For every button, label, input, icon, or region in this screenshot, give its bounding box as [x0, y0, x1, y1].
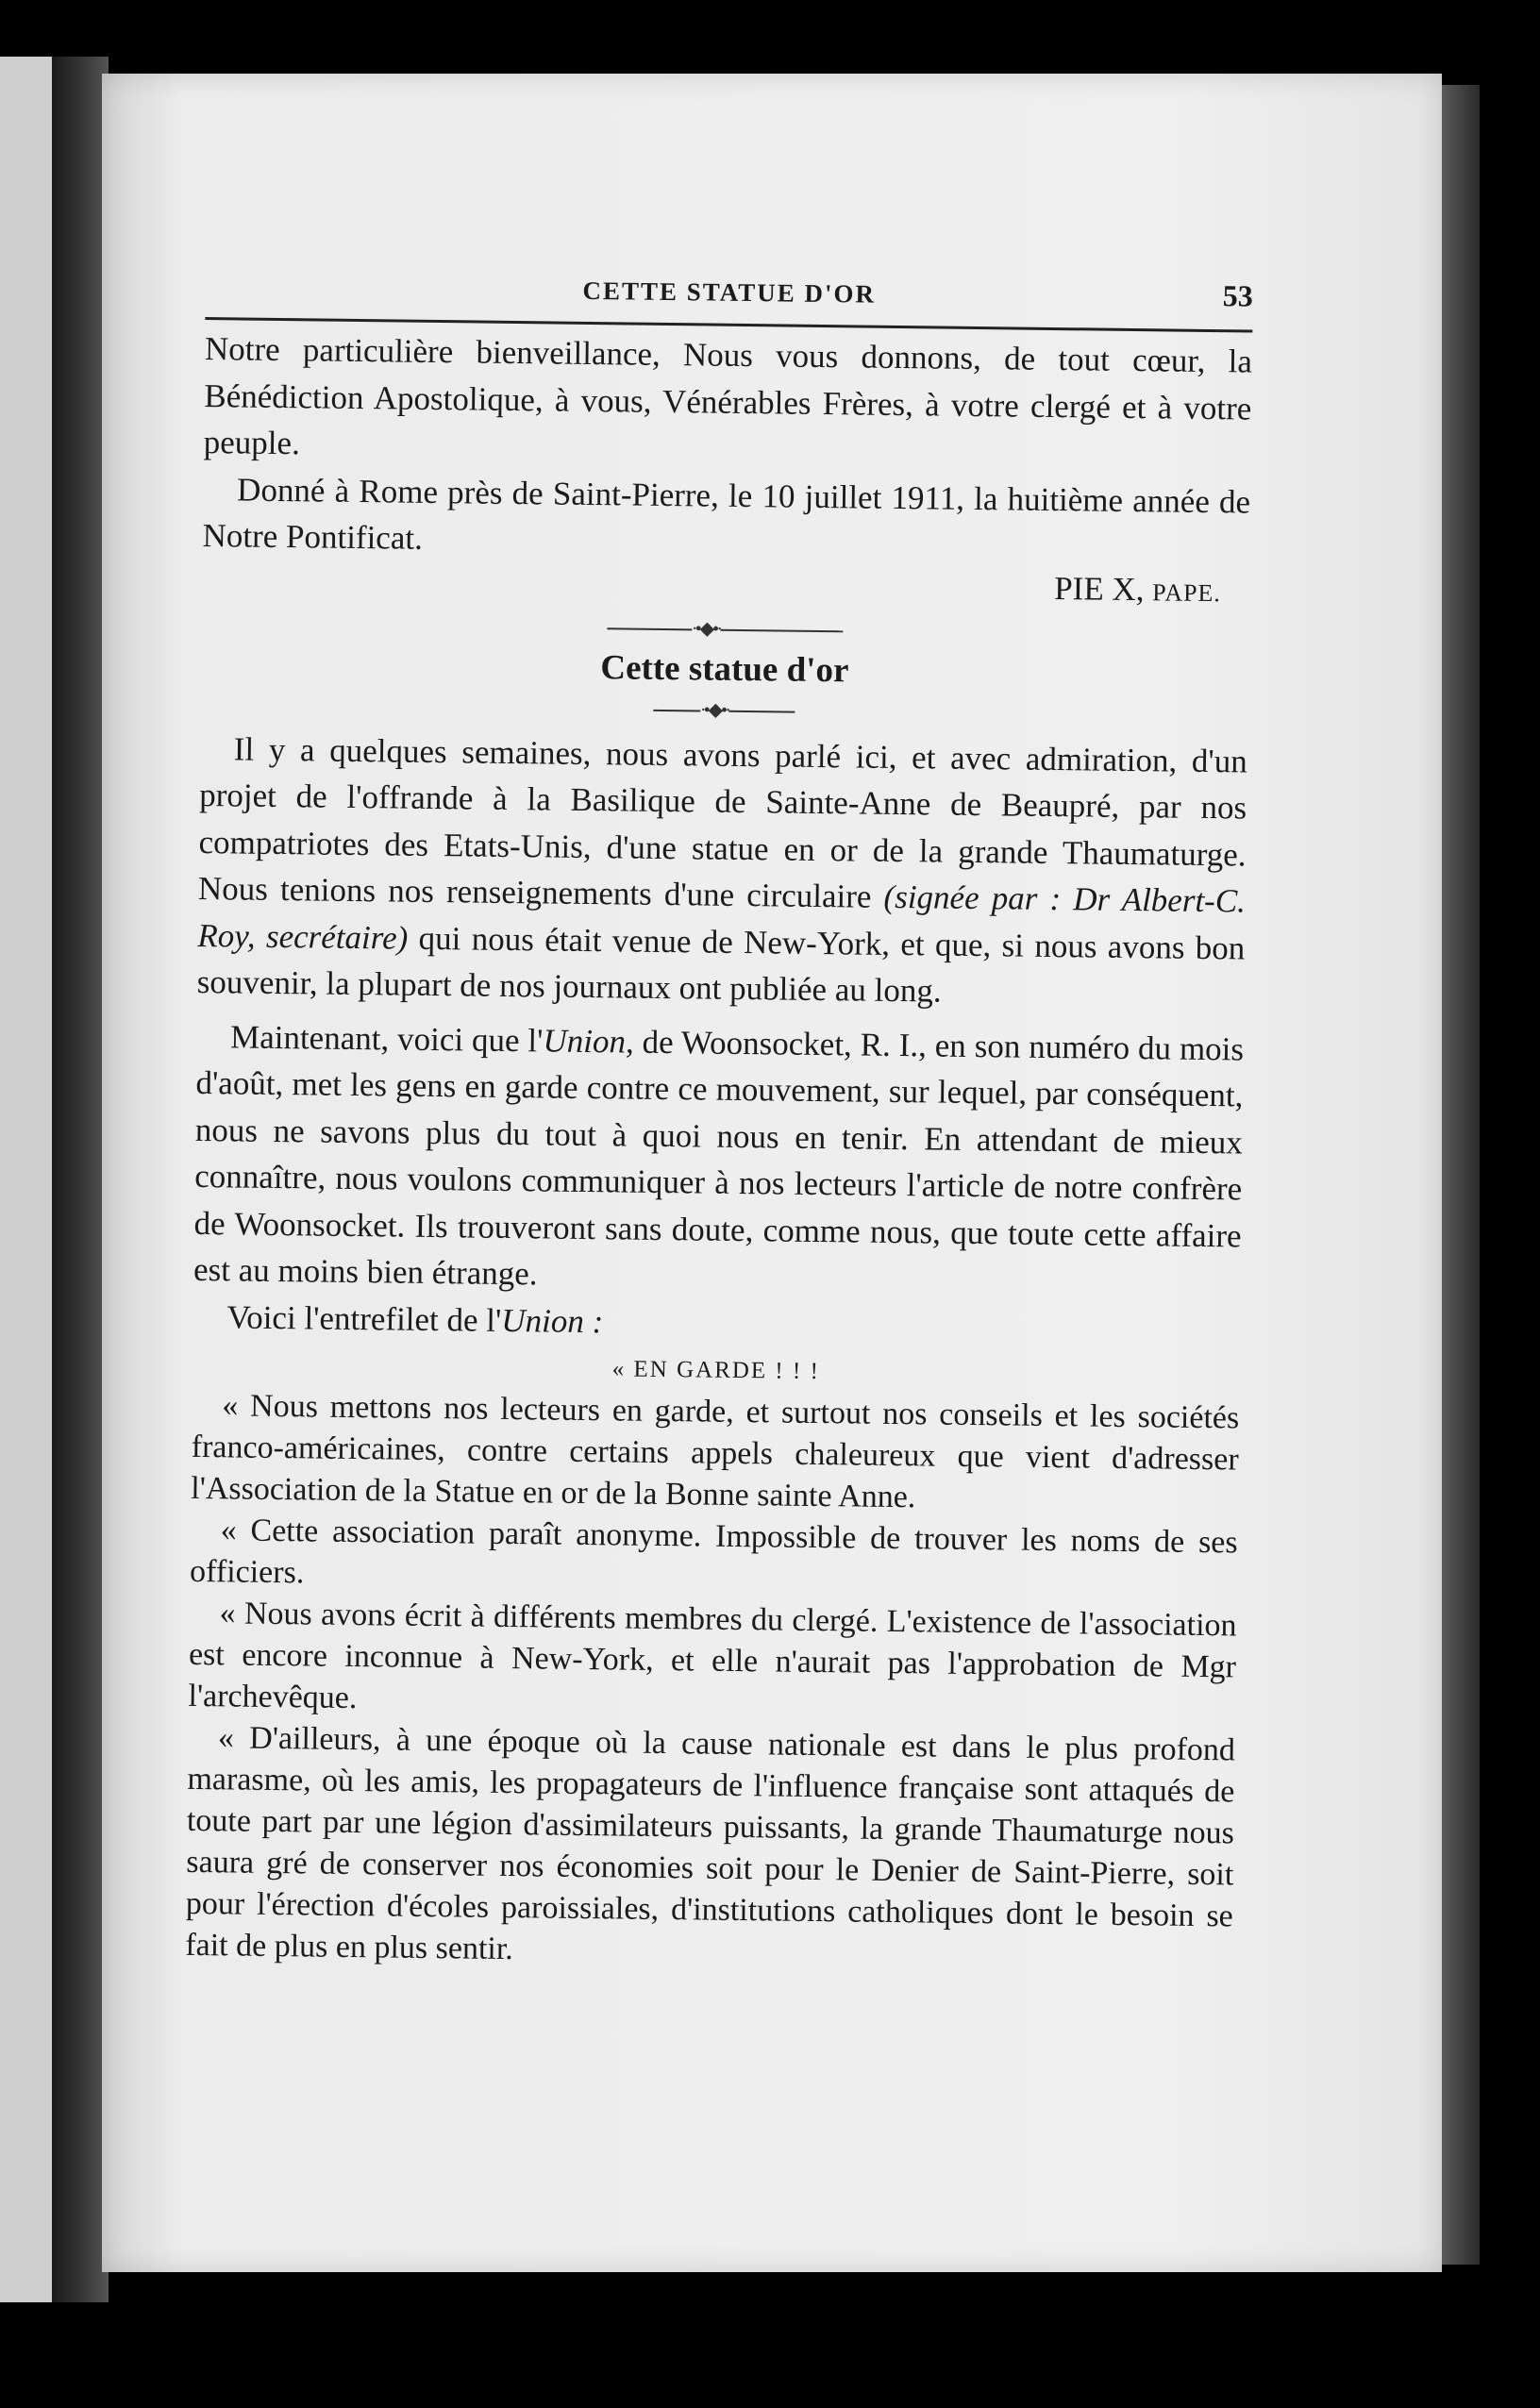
- p3-text-a: Voici l'entrefilet de l': [226, 1297, 502, 1339]
- book-gutter: [52, 57, 109, 2302]
- quote-paragraph: « Cette association paraît anonyme. Impossible de trouver les noms de ses officiers.: [189, 1513, 1238, 1591]
- p2-italic: Union,: [543, 1021, 634, 1061]
- p1-italic: (signée par : Dr Albert-C. Roy, secrétaire): [197, 878, 1247, 957]
- signature: [1054, 570, 1221, 610]
- quote-title: « EN GARDE ! ! !: [611, 1356, 821, 1385]
- article-paragraph-2: [193, 1012, 1245, 1306]
- p3-italic: Union :: [501, 1301, 604, 1340]
- letter-date-paragraph: [202, 465, 1250, 572]
- page-content: [185, 272, 1253, 1979]
- article-heading: Cette statue d'or: [600, 647, 849, 690]
- divider-ornament: ∙•◆•∙: [692, 617, 721, 640]
- letter-date-text: Donné à Rome près de Saint-Pierre, le 10 juillet 1911, la huitième année de Notre Pontificat.: [202, 470, 1251, 557]
- quote-paragraph: « D'ailleurs, à une époque où la cause nationale est dans le plus profond marasme, où les amis, les propagateurs de l'influence française sont attaqués de toute part par une légion d'assimilateurs puissants, la grande Thaumaturge nous saura gré de conserver nos économies soit pour le Denier de Saint-Pierre, soit pour l'érection d'écoles paroissiales, d'institutions catholiques dont le besoin se fait de plus en plus sentir.: [185, 1720, 1236, 1967]
- signature-name: PIE X,: [1054, 569, 1153, 608]
- p1-text-b: qui nous était venue de New-York, et que, si nous avons bon souvenir, la plupart de nos journaux ont publiée au long.: [196, 919, 1246, 1010]
- quote-paragraph: « Nous avons écrit à différents membres du clergé. L'existence de l'association est encore inconnue à New-York, et elle n'aurait pas l'approbation de Mgr l'archevêque.: [188, 1596, 1237, 1716]
- book-edge-shadow: [1442, 85, 1480, 2265]
- letter-closing-paragraph: Notre particulière bienveillance, Nous vous donnons, de tout cœur, la Bénédiction Apostolique, à vous, Vénérables Frères, à votre clergé et à votre peuple.: [203, 329, 1253, 462]
- running-title: CETTE STATUE D'OR: [582, 276, 877, 309]
- divider-ornament: ∙•◆•∙: [700, 698, 729, 721]
- p2-text-a: Maintenant, voici que l': [229, 1017, 544, 1059]
- facing-page-edge: [0, 57, 52, 2302]
- book-page: [102, 74, 1442, 2272]
- signature-title: PAPE.: [1152, 577, 1222, 607]
- p2-text-b: de Woonsocket, R. I., en son numéro du mois d'août, met les gens en garde contre ce mouvement, sur lequel, par conséquent, nous ne savons plus du tout à quoi nous en tenir. En attendant de mieux connaître, nous voulons communiquer à nos lecteurs l'article de notre confrère de Woonsocket. Ils trouveront sans doute, comme nous, que toute cette affaire est au moins bien étrange.: [192, 1023, 1245, 1293]
- quoted-article: [185, 1385, 1239, 1980]
- p1-text-a: Il y a quelques semaines, nous avons parlé ici, et avec admiration, d'un projet de l'offrande à la Basilique de Sainte-Anne de Beaupré, par nos compatriotes des Etats-Unis, d'une statue en or de la grande Thaumaturge. Nous tenions nos renseignements d'une circulaire: [197, 729, 1247, 915]
- page-number: 53: [1222, 278, 1253, 313]
- article-paragraph-1: [197, 725, 1248, 1018]
- running-head: [205, 272, 1253, 333]
- quote-paragraph: « Nous mettons nos lecteurs en garde, et surtout nos conseils et les sociétés franco-américaines, contre certains appels chaleureux que vient d'adresser l'Association de la Statue en or de la Bonne sainte Anne.: [191, 1388, 1240, 1515]
